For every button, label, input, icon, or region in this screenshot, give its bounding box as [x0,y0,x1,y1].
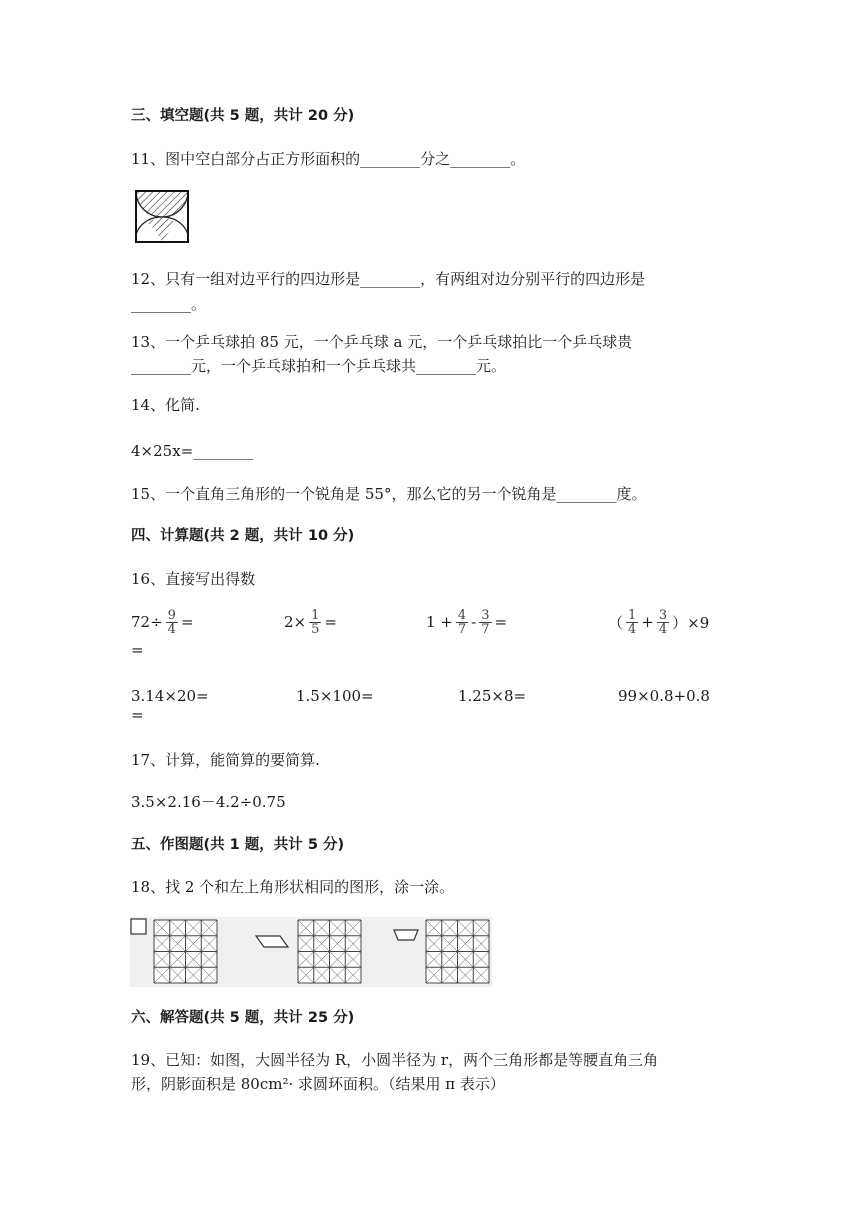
question-16-row1-wrap: = [131,641,144,659]
expr-1-25: 1.25×8= [458,687,527,705]
fraction: $\frac{3}{4}$ [658,607,668,637]
question-18: 18、找 2 个和左上角形状相同的图形，涂一涂。 [131,878,455,896]
section-heading-calculation: 四、计算题(共 2 题，共计 10 分) [131,528,355,544]
dot-grid-2 [298,920,361,983]
question-16-row2-wrap: = [131,706,144,724]
fraction: $\frac{4}{7}$ [457,607,467,637]
expr-2-times: 2× $\frac{1}{5}$ = [284,607,337,637]
question-12-line2: ________。 [131,295,207,313]
expr-1-5: 1.5×100= [296,687,374,705]
expr-99: 99×0.8+0.8 [618,687,710,705]
question-11: 11、图中空白部分占正方形面积的________分之________。 [131,150,526,168]
grid-shapes-figure [130,917,492,987]
question-14-title: 14、化简. [131,396,200,414]
expr-paren-times-9: （ $\frac{1}{4}$ + $\frac{3}{4}$ ）×9 [608,607,710,637]
fraction: $\frac{9}{4}$ [167,607,176,637]
dot-grid-3 [426,920,489,983]
question-16-title: 16、直接写出得数 [131,570,256,588]
question-12-line1: 12、只有一组对边平行的四边形是________，有两组对边分别平行的四边形是 [131,270,646,288]
question-16-row1 [0,607,860,637]
question-16-row2 [0,681,860,711]
section-heading-fill-in: 三、填空题(共 5 题，共计 20 分) [131,108,355,124]
question-15: 15、一个直角三角形的一个锐角是 55°，那么它的另一个锐角是________度。 [131,485,647,503]
section-heading-solve: 六、解答题(共 5 题，共计 25 分) [131,1010,355,1026]
expr-1-plus: 1 + $\frac{4}{7}$ - $\frac{3}{7}$ = [426,607,508,637]
dot-grid-1 [154,920,217,983]
question-14-expression: 4×25x=________ [131,442,254,460]
square-semicircle-figure [134,189,190,244]
section-heading-drawing: 五、作图题(共 1 题，共计 5 分) [131,837,345,853]
question-13-line1: 13、一个乒乓球拍 85 元，一个乒乓球 a 元，一个乒乓球拍比一个乒乓球贵 [131,333,633,351]
expr-3-14: 3.14×20= [131,687,209,705]
question-13-line2: ________元，一个乒乓球拍和一个乒乓球共________元。 [131,357,507,375]
trapezoid-shape-icon [394,930,418,940]
fraction: $\frac{1}{4}$ [628,607,637,637]
square-shape-icon [131,919,146,934]
question-19-line2: 形，阴影面积是 80cm²· 求圆环面积。（结果用 π 表示） [131,1075,505,1093]
expr-72-div: 72÷ $\frac{9}{4}$ = [131,607,194,637]
question-19-line1: 19、已知：如图，大圆半径为 R，小圆半径为 r，两个三角形都是等腰直角三角 [131,1051,659,1069]
question-17-title: 17、计算，能简算的要简算. [131,751,320,769]
question-17-expression: 3.5×2.16－4.2÷0.75 [131,793,286,811]
fraction: $\frac{3}{7}$ [481,607,490,637]
fraction: $\frac{1}{5}$ [311,607,320,637]
